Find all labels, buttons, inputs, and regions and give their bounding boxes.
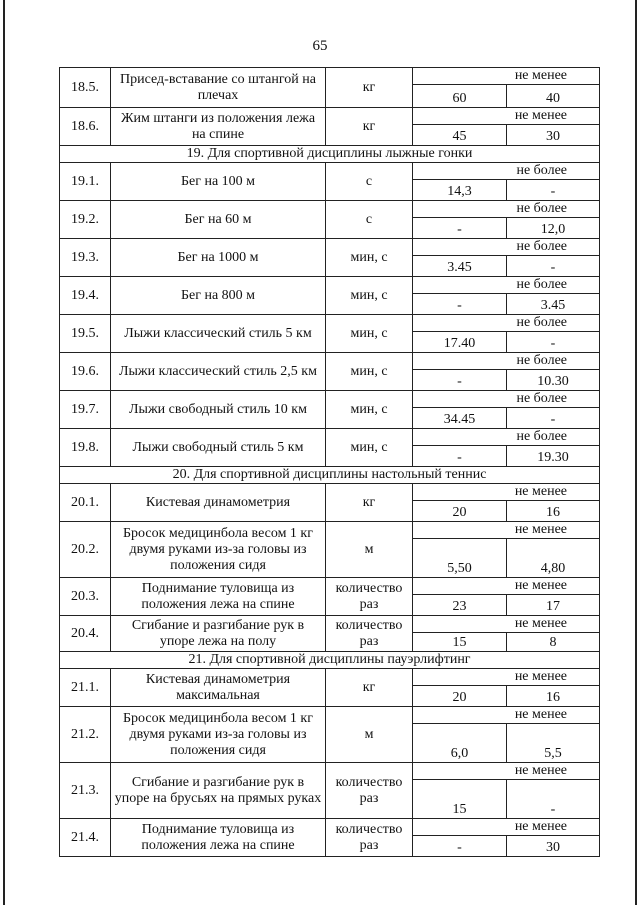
item-name: Бросок медицинбола весом 1 кг двумя руками из-за головы из положения сидя bbox=[111, 522, 326, 578]
item-qualifier: не менее bbox=[413, 669, 600, 686]
item-unit: кг bbox=[326, 68, 413, 108]
item-number: 19.6. bbox=[60, 353, 111, 391]
item-name: Сгибание и разгибание рук в упоре на брусьях на прямых руках bbox=[111, 763, 326, 819]
value-male: - bbox=[413, 836, 507, 857]
item-row bbox=[60, 578, 600, 595]
item-qualifier: не более bbox=[413, 353, 600, 370]
item-unit: м bbox=[326, 707, 413, 763]
item-number: 20.2. bbox=[60, 522, 111, 578]
item-qualifier: не более bbox=[413, 391, 600, 408]
value-male: - bbox=[413, 370, 507, 391]
item-unit: мин, с bbox=[326, 353, 413, 391]
value-male: 23 bbox=[413, 595, 507, 616]
item-unit: количество раз bbox=[326, 616, 413, 652]
value-female: 10.30 bbox=[507, 370, 600, 391]
item-row bbox=[60, 707, 600, 724]
value-female: 16 bbox=[507, 686, 600, 707]
item-row bbox=[60, 522, 600, 539]
item-number: 21.3. bbox=[60, 763, 111, 819]
item-unit: мин, с bbox=[326, 315, 413, 353]
item-row bbox=[60, 819, 600, 836]
item-row bbox=[60, 108, 600, 125]
item-name: Бег на 1000 м bbox=[111, 239, 326, 277]
item-name: Бег на 60 м bbox=[111, 201, 326, 239]
item-number: 18.5. bbox=[60, 68, 111, 108]
item-qualifier: не менее bbox=[413, 819, 600, 836]
item-qualifier: не более bbox=[413, 277, 600, 294]
page-border-right bbox=[635, 0, 637, 905]
item-unit: кг bbox=[326, 669, 413, 707]
item-qualifier: не более bbox=[413, 429, 600, 446]
value-male: 15 bbox=[413, 780, 507, 819]
value-female: 30 bbox=[507, 125, 600, 146]
item-row bbox=[60, 391, 600, 408]
item-unit: мин, с bbox=[326, 429, 413, 467]
item-unit: мин, с bbox=[326, 239, 413, 277]
item-number: 21.1. bbox=[60, 669, 111, 707]
value-female: 8 bbox=[507, 633, 600, 652]
value-male: 5,50 bbox=[413, 539, 507, 578]
value-female: 3.45 bbox=[507, 294, 600, 315]
item-name: Бег на 100 м bbox=[111, 163, 326, 201]
item-number: 20.3. bbox=[60, 578, 111, 616]
item-qualifier: не более bbox=[413, 201, 600, 218]
value-female: 16 bbox=[507, 501, 600, 522]
item-name: Жим штанги из положения лежа на спине bbox=[111, 108, 326, 146]
value-female: 30 bbox=[507, 836, 600, 857]
value-male: 3.45 bbox=[413, 256, 507, 277]
section-row bbox=[60, 652, 600, 669]
value-male: 6,0 bbox=[413, 724, 507, 763]
section-title: 21. Для спортивной дисциплины пауэрлифтинг bbox=[60, 652, 600, 669]
item-name: Лыжи свободный стиль 5 км bbox=[111, 429, 326, 467]
item-row bbox=[60, 315, 600, 332]
item-number: 19.7. bbox=[60, 391, 111, 429]
item-qualifier: не менее bbox=[413, 484, 600, 501]
value-female: - bbox=[507, 256, 600, 277]
item-number: 21.2. bbox=[60, 707, 111, 763]
value-male: - bbox=[413, 446, 507, 467]
item-name: Поднимание туловища из положения лежа на спине bbox=[111, 578, 326, 616]
value-male: 60 bbox=[413, 85, 507, 108]
section-title: 20. Для спортивной дисциплины настольный теннис bbox=[60, 467, 600, 484]
item-name: Присед-вставание со штангой на плечах bbox=[111, 68, 326, 108]
item-unit: мин, с bbox=[326, 277, 413, 315]
item-qualifier: не менее bbox=[413, 707, 600, 724]
value-female: 5,5 bbox=[507, 724, 600, 763]
item-qualifier: не менее bbox=[413, 68, 600, 85]
item-name: Бросок медицинбола весом 1 кг двумя руками из-за головы из положения сидя bbox=[111, 707, 326, 763]
item-unit: количество раз bbox=[326, 578, 413, 616]
item-qualifier: не более bbox=[413, 239, 600, 256]
section-row bbox=[60, 467, 600, 484]
item-name: Поднимание туловища из положения лежа на спине bbox=[111, 819, 326, 857]
item-row bbox=[60, 669, 600, 686]
item-qualifier: не менее bbox=[413, 108, 600, 125]
item-row bbox=[60, 68, 600, 85]
value-male: 14,3 bbox=[413, 180, 507, 201]
item-row bbox=[60, 616, 600, 633]
item-row bbox=[60, 239, 600, 256]
item-name: Кистевая динамометрия максимальная bbox=[111, 669, 326, 707]
item-name: Бег на 800 м bbox=[111, 277, 326, 315]
value-female: 4,80 bbox=[507, 539, 600, 578]
item-number: 20.1. bbox=[60, 484, 111, 522]
item-qualifier: не более bbox=[413, 315, 600, 332]
standards-table bbox=[59, 67, 600, 857]
item-name: Лыжи классический стиль 2,5 км bbox=[111, 353, 326, 391]
value-female: - bbox=[507, 180, 600, 201]
value-male: 20 bbox=[413, 501, 507, 522]
value-female: 19.30 bbox=[507, 446, 600, 467]
item-row bbox=[60, 429, 600, 446]
item-unit: с bbox=[326, 163, 413, 201]
item-row bbox=[60, 163, 600, 180]
item-unit: количество раз bbox=[326, 819, 413, 857]
value-male: - bbox=[413, 218, 507, 239]
item-number: 20.4. bbox=[60, 616, 111, 652]
item-number: 21.4. bbox=[60, 819, 111, 857]
item-number: 19.5. bbox=[60, 315, 111, 353]
item-qualifier: не более bbox=[413, 163, 600, 180]
value-female: - bbox=[507, 780, 600, 819]
item-number: 19.4. bbox=[60, 277, 111, 315]
item-number: 19.8. bbox=[60, 429, 111, 467]
item-qualifier: не менее bbox=[413, 522, 600, 539]
value-female: - bbox=[507, 332, 600, 353]
item-unit: с bbox=[326, 201, 413, 239]
value-male: 15 bbox=[413, 633, 507, 652]
page-border-left bbox=[3, 0, 5, 905]
item-row bbox=[60, 277, 600, 294]
item-qualifier: не менее bbox=[413, 616, 600, 633]
value-female: - bbox=[507, 408, 600, 429]
section-row bbox=[60, 146, 600, 163]
value-male: 20 bbox=[413, 686, 507, 707]
item-row bbox=[60, 484, 600, 501]
item-name: Кистевая динамометрия bbox=[111, 484, 326, 522]
item-number: 19.1. bbox=[60, 163, 111, 201]
value-male: 17.40 bbox=[413, 332, 507, 353]
item-number: 19.3. bbox=[60, 239, 111, 277]
page-number: 65 bbox=[312, 38, 328, 54]
item-qualifier: не менее bbox=[413, 578, 600, 595]
value-female: 40 bbox=[507, 85, 600, 108]
value-male: 45 bbox=[413, 125, 507, 146]
item-name: Лыжи классический стиль 5 км bbox=[111, 315, 326, 353]
value-male: 34.45 bbox=[413, 408, 507, 429]
item-unit: кг bbox=[326, 484, 413, 522]
value-male: - bbox=[413, 294, 507, 315]
value-female: 12,0 bbox=[507, 218, 600, 239]
item-unit: мин, с bbox=[326, 391, 413, 429]
item-number: 18.6. bbox=[60, 108, 111, 146]
item-unit: кг bbox=[326, 108, 413, 146]
item-name: Лыжи свободный стиль 10 км bbox=[111, 391, 326, 429]
item-unit: количество раз bbox=[326, 763, 413, 819]
item-row bbox=[60, 353, 600, 370]
section-title: 19. Для спортивной дисциплины лыжные гонки bbox=[60, 146, 600, 163]
item-qualifier: не менее bbox=[413, 763, 600, 780]
item-name: Сгибание и разгибание рук в упоре лежа на полу bbox=[111, 616, 326, 652]
item-row bbox=[60, 201, 600, 218]
value-female: 17 bbox=[507, 595, 600, 616]
item-unit: м bbox=[326, 522, 413, 578]
item-number: 19.2. bbox=[60, 201, 111, 239]
item-row bbox=[60, 763, 600, 780]
